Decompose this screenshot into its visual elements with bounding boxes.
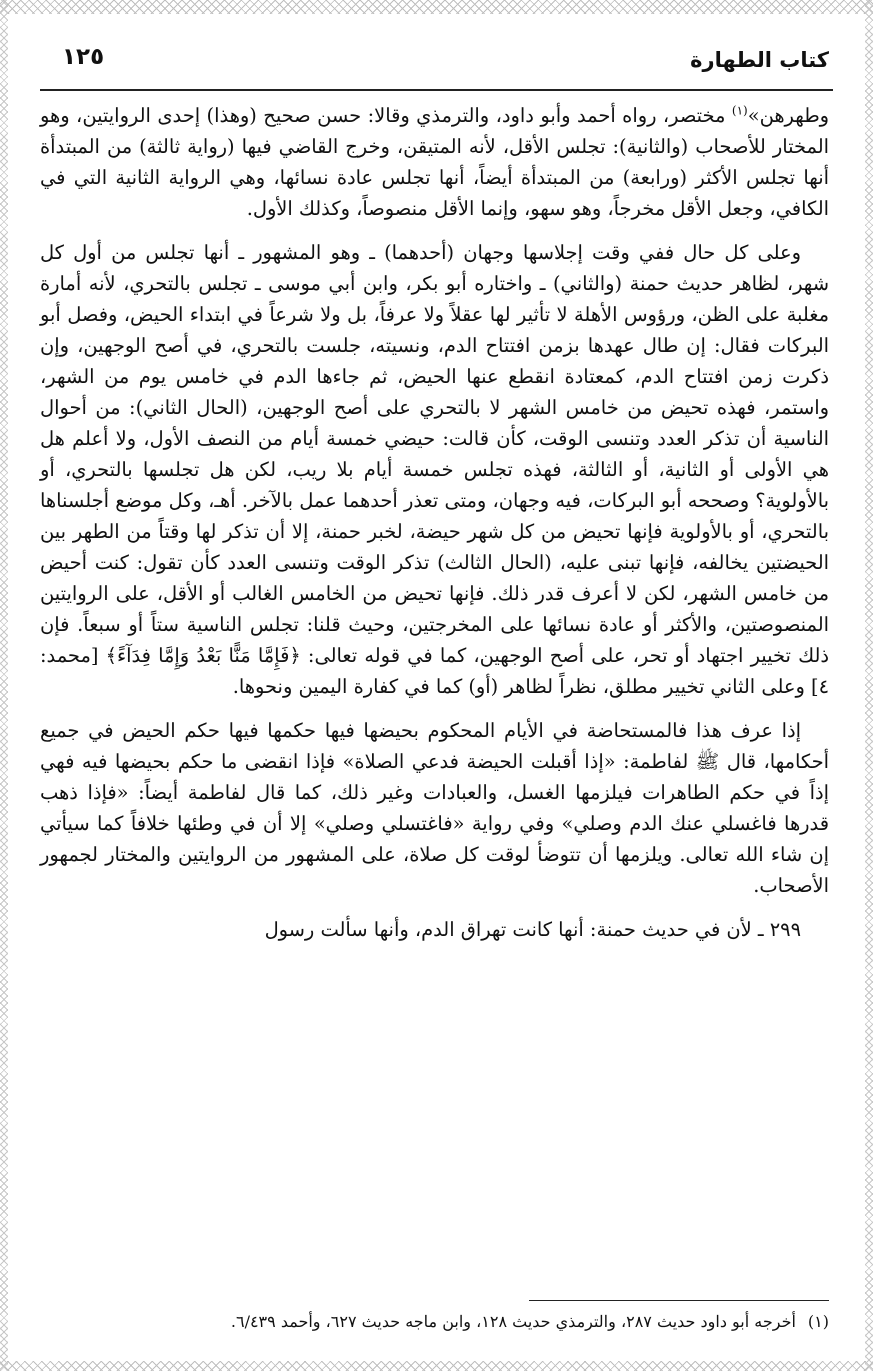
paragraph-2: وعلى كل حال ففي وقت إجلاسها وجهان (أحدهما) ـ وهو المشهور ـ أنها تجلس من أول كل شهر، لظاهر حديث حمنة (والثاني) ـ واختاره أبو بكر، وابن أبي موسى ـ تجلس بالتحري، لأنه أمارة مغلبة على الظن، ورؤوس الأهلة لا تأثير لها عقلاً ولا عرفاً، بل ولا شرعاً في ابتداء الحيض، وفصل أبو البركات فقال: إن طال عهدها بزمن افتتاح الدم، ونسيته، جلست بالتحري، في أصح الوجهين، وإن ذكرت زمن افتتاح الدم، كمعتادة انقطع عنها الحيض، ثم جاءها الدم في خامس يوم من الشهر، واستمر، فهذه تحيض من خامس الشهر لا بالتحري على أصح الوجهين، (الحال الثاني): من أحوال الناسية أن تذكر العدد وتنسى الوقت، كأن قالت: حيضي خمسة أيام من النصف الأول، ولا أعلم هل هي الأولى أو الثانية، أو الثالثة، فهذه تجلس خمسة أيام بلا ريب، لكن هل تجلسها بالتحري، أو بالأولوية؟ وصححه أبو البركات، فيه وجهان، ومتى تعذر أحدهما عمل بالآخر. أهـ، وكل موضع أجلسناها بالتحري، أو بالأولوية فإنها تحيض من كل شهر حيضة، لخبر حمنة، إلا أن تذكر لها وقتاً من الطهر بين الحيضتين يخالفه، فإنها تبنى عليه، (الحال الثالث) تذكر الوقت وتنسى العدد كأن تقول: كنت أحيض من خامس الشهر، لكن لا أعرف قدر ذلك. فإنها تحيض من الخامس الغالب أو الأقل، على الروايتين المنصوصتين، والأكثر أو عادة نسائها على المخرجتين، وحيث قلنا: تجلس الناسية ستاً أو سبعاً. فإن ذلك تخيير اجتهاد أو تحر، على أصح الوجهين، كما في قوله تعالى: ﴿فَإِمَّا مَنًّا بَعْدُ وَإِمَّا فِدَآءً﴾ [محمد: ٤] وعلى الثاني تخيير مطلق، نظراً لظاهر (أو) كما في كفارة اليمين ونحوها. [40,241,829,698]
paragraph-1 [40,100,829,224]
paragraph-4: ٢٩٩ ـ لأن في حديث حمنة: أنها كانت تهراق الدم، وأنها سألت رسول [264,918,801,941]
header-divider [40,89,833,91]
page-number: ١٢٥ [62,44,105,70]
ornamental-border-top [0,0,873,14]
page-header [62,42,829,86]
footnote-number: (١) [807,1312,829,1331]
footnote-text: أخرجه أبو داود حديث ٢٨٧، والترمذي حديث ١٢٨، وابن ماجه حديث ٦٢٧، وأحمد ٦/٤٣٩. [230,1312,796,1331]
ornamental-border-left [0,0,8,1371]
footnote-reference: (١) [731,103,748,118]
paragraph-1-text: مختصر، رواه أحمد وأبو داود، والترمذي وقالا: حسن صحيح (وهذا) إحدى الروايتين، وهو المختار للأصحاب (والثانية): تجلس الأقل، لأنه المتيقن، وخرج القاضي فيها (رواية ثالثة) من المبتدأة أنها تجلس الأكثر (ورابعة) من المبتدأة أيضاً، أنها تجلس عادة نسائها، وهي الرواية الثانية التي في الكافي، وجعل الأقل مخرجاً، وهو سهو، وإنما الأقل منصوصاً، وكذلك الأول. [40,104,829,220]
book-title: كتاب الطهارة [690,48,829,72]
ornamental-border-bottom [0,1361,873,1371]
footnotes [40,1310,829,1334]
ornamental-border-right [865,0,873,1371]
paragraph-3: إذا عرف هذا فالمستحاضة في الأيام المحكوم بحيضها فيها حكمها فيها حكم الحيض في جميع أحكامها، قال ﷺ لفاطمة: «إذا أقبلت الحيضة فدعي الصلاة» فإذا انقضى ما حكم بحيضها فيه فهي إذاً في حكم الطاهرات فيلزمها الغسل، والعبادات وغير ذلك، كما قال لفاطمة أيضاً: «فإذا ذهب قدرها فاغسلي عنك الدم وصلي» وفي رواية «فاغتسلي وصلي» إلا أن في وطئها خلافاً كما سيأتي إن شاء الله تعالى. ويلزمها أن تتوضأ لوقت كل صلاة، على المشهور من الروايتين والمختار لجمهور الأصحاب. [40,719,829,897]
main-text [40,100,829,945]
footnote-divider [529,1300,829,1301]
paragraph-1-lead: وطهرهن» [747,104,829,127]
footnote-item [40,1310,829,1334]
